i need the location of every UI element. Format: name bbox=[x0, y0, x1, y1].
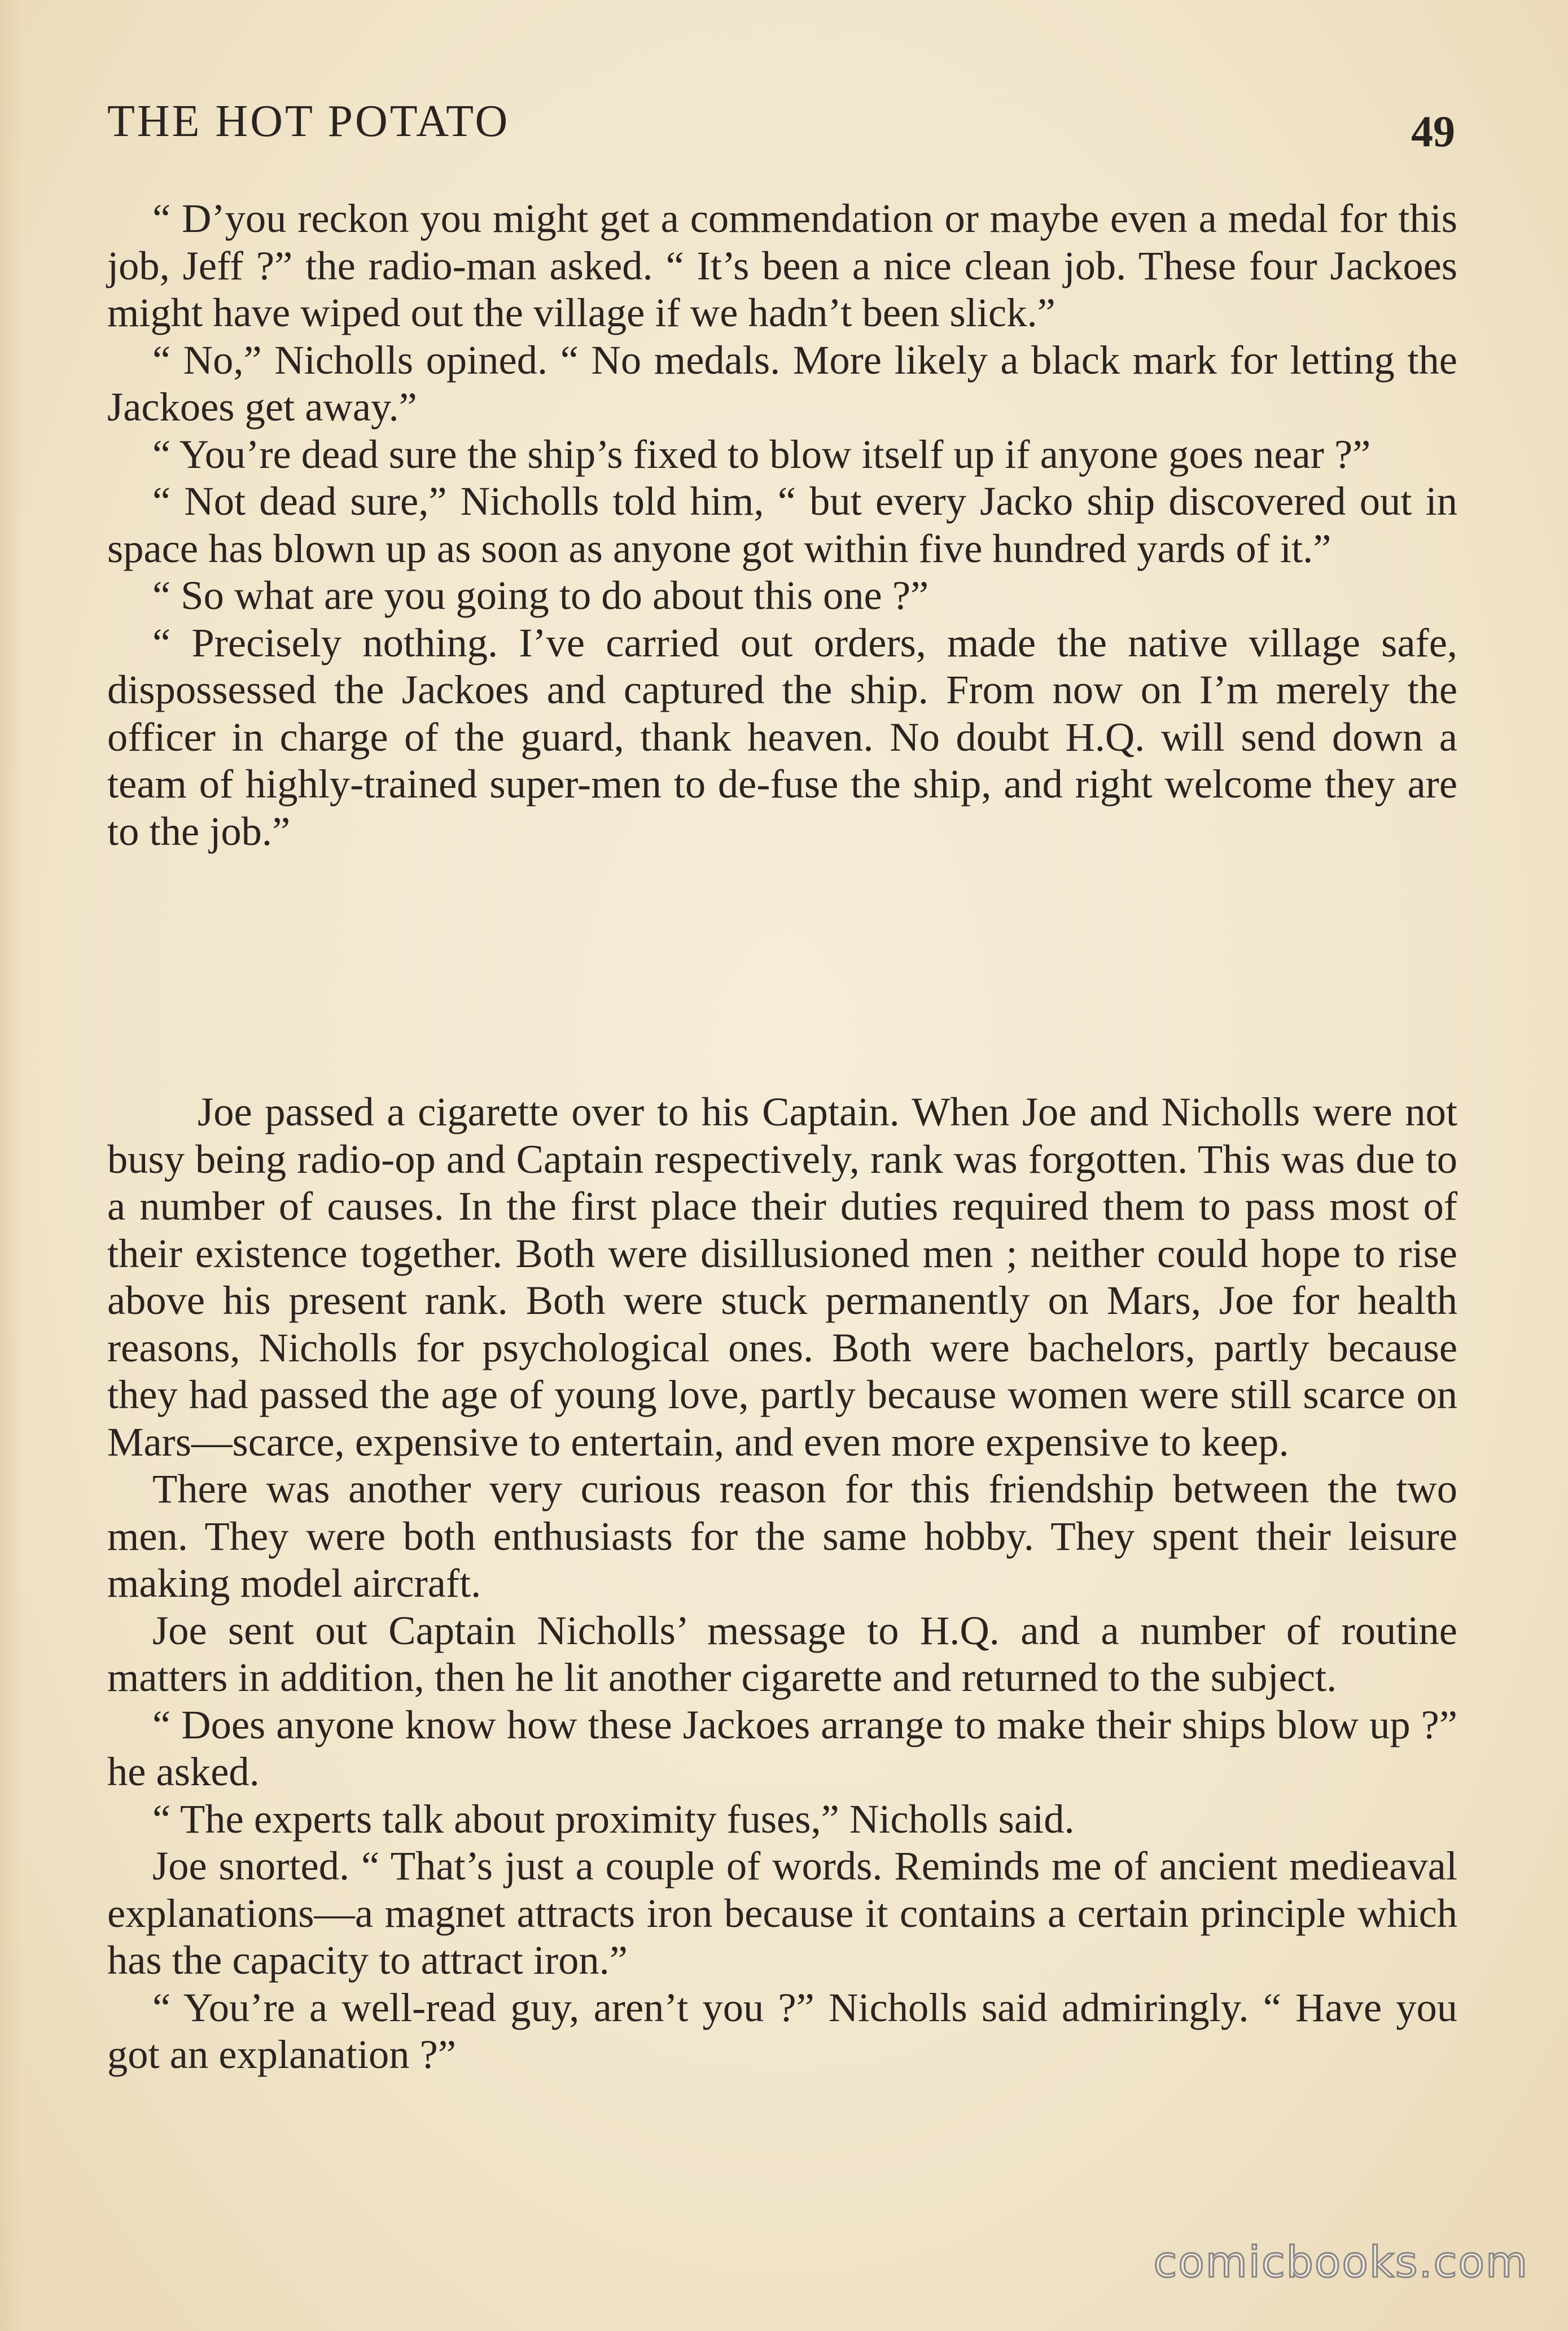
paragraph: “ So what are you going to do about this one ?” bbox=[152, 572, 929, 618]
paragraph: “ No,” Nicholls opined. “ No medals. More likely a black mark for letting the Jackoes get away.” bbox=[107, 336, 1457, 430]
paragraph: “ Not dead sure,” Nicholls told him, “ but every Jacko ship discovered out in space has blown up as soon as anyone got within five hundred yards of it.” bbox=[107, 478, 1457, 571]
paragraph: Joe passed a cigarette over to his Captain. When Joe and Nicholls were not busy being radio-op and Captain respectively, rank was forgotten. This was due to a number of causes. In the first place their duties required them to pass most of their existence together. Both were disillusioned men ; neither could hope to rise above his present rank. Both were stuck permanently on Mars, Joe for health reasons, Nicholls for psychological ones. Both were bachelors, partly because they had passed the age of young love, partly because women were still scarce on Mars—scarce, expensive to entertain, and even more expensive to keep. bbox=[107, 1089, 1457, 1465]
page-number: 49 bbox=[1411, 107, 1455, 156]
paragraph: “ D’you reckon you might get a commendation or maybe even a medal for this job, Jeff ?” the radio-man asked. “ It’s been a nice clean job. These four Jackoes might have wiped out the village if we hadn’t been slick.” bbox=[107, 195, 1457, 335]
page-edge-shadow bbox=[0, 0, 23, 2331]
text-section-2 bbox=[107, 1088, 1457, 2078]
paragraph: “ The experts talk about proximity fuses,” Nicholls said. bbox=[152, 1795, 1075, 1842]
watermark: comicbooks.com bbox=[1153, 2237, 1528, 2287]
paragraph: “ Precisely nothing. I’ve carried out orders, made the native village safe, dispossessed the Jackoes and captured the ship. From now on I’m merely the officer in charge of the guard, thank heaven. No doubt H.Q. will send down a team of highly-trained super-men to de-fuse the ship, and right welcome they are to the job.” bbox=[107, 619, 1457, 854]
running-head: THE HOT POTATO bbox=[107, 97, 510, 146]
paragraph: Joe snorted. “ That’s just a couple of words. Reminds me of ancient medieaval explanations—a magnet attracts iron because it contains a certain principle which has the capacity to attract iron.” bbox=[107, 1843, 1457, 1983]
text-section-1 bbox=[107, 195, 1457, 855]
paragraph: There was another very curious reason for this friendship between the two men. They were both enthusiasts for the same hobby. They spent their leisure making model aircraft. bbox=[107, 1466, 1457, 1606]
paragraph: “ Does anyone know how these Jackoes arrange to make their ships blow up ?” he asked. bbox=[107, 1701, 1457, 1794]
paragraph: “ You’re dead sure the ship’s fixed to blow itself up if anyone goes near ?” bbox=[152, 431, 1371, 477]
paragraph: Joe sent out Captain Nicholls’ message to H.Q. and a number of routine matters in addition, then he lit another cigarette and returned to the subject. bbox=[107, 1607, 1457, 1700]
paragraph: “ You’re a well-read guy, aren’t you ?” Nicholls said admiringly. “ Have you got an explanation ?” bbox=[107, 1984, 1457, 2077]
